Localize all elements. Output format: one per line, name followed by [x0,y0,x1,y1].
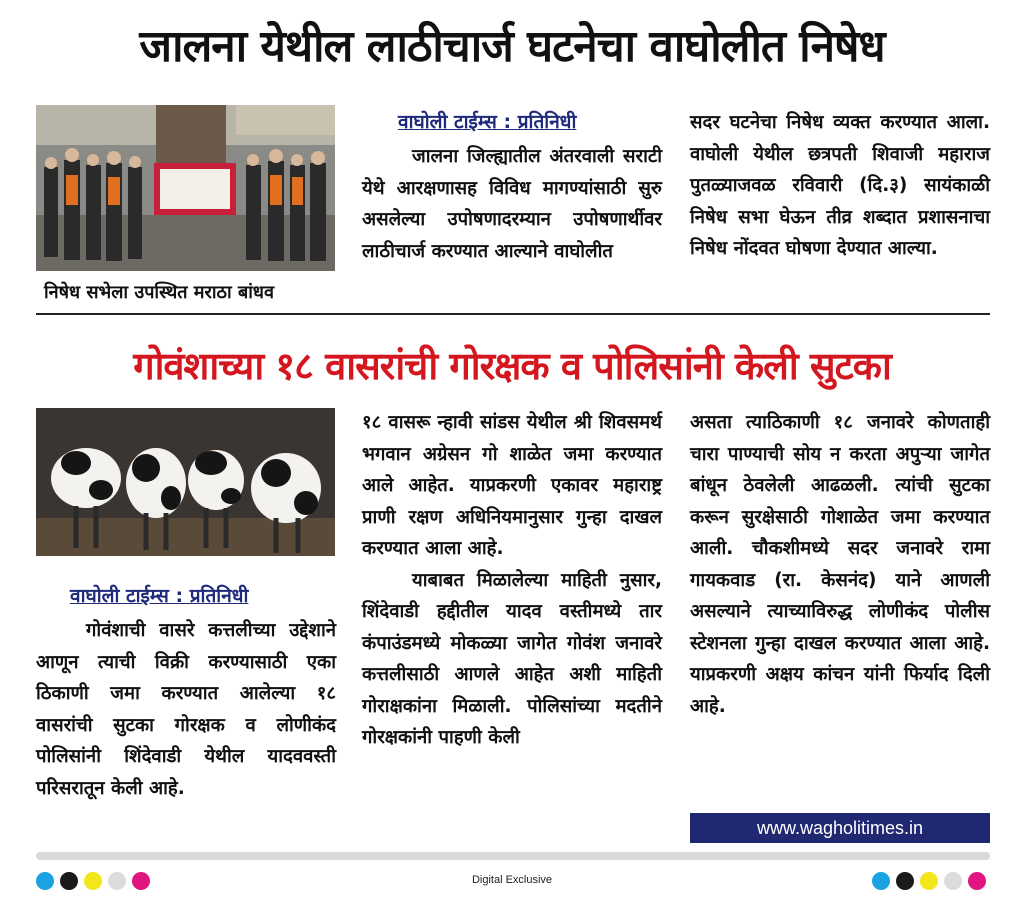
story2-col3-text: असता त्याठिकाणी १८ जनावरे कोणताही चारा पाण्याची सोय न करता अपुऱ्या जागेत बांधून ठेवलेली आढळली. त्यांची सुटका करून सुरक्षेसाठी गोशाळेत जमा करण्यात आली. चौकशीमध्ये सदर जनावरे रामा गायकवाड (रा. केसनंद) याने आणली असल्याने त्याच्याविरुद्ध लोणीकंद पोलीस स्टेशनला गुन्हा दाखल करण्यात आला आहे. याप्रकरणी अक्षय कांचन यांनी फिर्याद दिली आहे. [690,412,990,717]
color-dot [872,872,890,890]
story1-col3-text: सदर घटनेचा निषेध व्यक्त करण्यात आला. वाघोली येथील छत्रपती शिवाजी महाराज पुतळ्याजवळ रविवारी (दि.३) सायंकाळी निषेध सभा घेऊन तीव्र शब्दात प्रशासनाचा निषेध नोंदवत घोषणा देण्यात आल्या. [690,112,990,259]
story2-col1-text: गोवंशाची वासरे कत्तलीच्या उद्देशाने आणून त्याची विक्री करण्यासाठी एका ठिकाणी जमा करण्यात आलेल्या १८ वासरांची सुटका गोरक्षक व लोणीकंद पोलिसांनी शिंदेवाडी येथील यादववस्ती परिसरातून केली आहे. [36,620,336,799]
story2-col2-para2: याबाबत मिळालेल्या माहिती नुसार, शिंदेवाडी हद्दीतील यादव वस्तीमध्ये तार कंपाउंडमध्ये मोकळ्या जागेत गोवंश जनावरे कत्तलीसाठी आणले आहेत अशी माहिती गोराक्षकांना मिळाली. पोलिसांच्या मदतीने गोरक्षकांनी पाहणी केली [362,569,662,748]
section-divider [36,313,990,315]
headline-1: जालना येथील लाठीचार्ज घटनेचा वाघोलीत निषेध [139,21,885,72]
photo-caption-1: निषेध सभेला उपस्थित मराठा बांधव [44,282,274,303]
color-dot [108,872,126,890]
color-dot [896,872,914,890]
protest-photo [36,105,335,271]
story2-column-1 [36,615,336,804]
color-dot [84,872,102,890]
bottom-bar [36,852,990,860]
calves-photo [36,408,335,556]
website-banner[interactable]: www.wagholitimes.in [690,813,990,843]
byline-1: वाघोली टाईम्स : प्रतिनिधी [398,111,577,133]
color-dot [36,872,54,890]
story1-column-2 [362,141,662,267]
byline-2: वाघोली टाईम्स : प्रतिनिधी [70,585,249,607]
story2-column-2 [362,407,662,754]
story2-col2-para1: १८ वासरू न्हावी सांडस येथील श्री शिवसमर्थ भगवान अग्रेसन गो शाळेत जमा करण्यात आले आहेत. याप्रकरणी एकावर महाराष्ट्र प्राणी रक्षण अधिनियमानुसार गुन्हा दाखल करण्यात आला आहे. [362,412,662,559]
story2-column-3 [690,407,990,722]
color-dot [968,872,986,890]
color-dot [920,872,938,890]
color-dot [132,872,150,890]
story1-col2-text: जालना जिल्ह्यातील अंतरवाली सराटी येथे आरक्षणासह विविध मागण्यांसाठी सुरु असलेल्या उपोषणादरम्यान उपोषणार्थीवर लाठीचार्ज करण्यात आल्याने वाघोलीत [362,146,662,262]
footer-label: Digital Exclusive [471,874,553,886]
color-dot [944,872,962,890]
story1-column-3 [690,107,990,265]
headline-2: गोवंशाच्या १८ वासरांची गोरक्षक व पोलिसांनी केली सुटका [133,344,891,388]
color-dot [60,872,78,890]
